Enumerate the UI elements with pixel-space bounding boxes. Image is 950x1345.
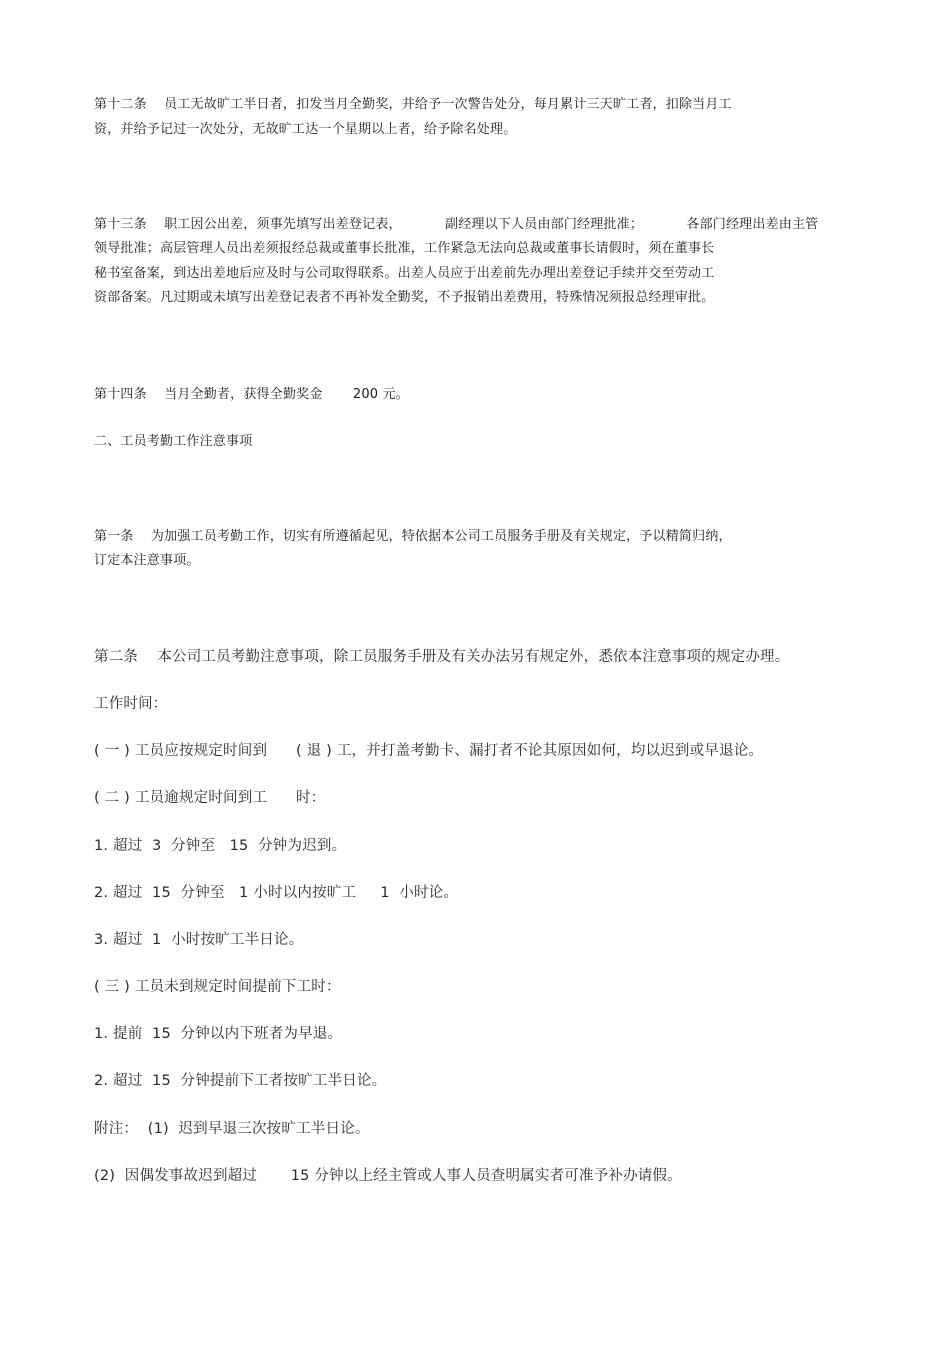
article-12-line-2: 资，并给予记过一次处分，无故旷工达一个星期以上者，给予除名处理。 (94, 122, 517, 137)
article-14: 第十四条 当月全勤者，获得全勤奖金 200 元。 (94, 387, 410, 402)
clause-2: ( 二 ) 工员逾规定时间到工 时： (94, 790, 326, 806)
clause-2-item-2: 2. 超过 15 分钟至 1 小时以内按旷工 1 小时论。 (94, 885, 459, 901)
note-1: 附注： (1) 迟到早退三次按旷工半日论。 (94, 1121, 370, 1137)
article-13-line-3: 秘书室备案，到达出差地后应及时与公司取得联系。出差人员应于出差前先办理出差登记手续并交至劳动工 (94, 266, 715, 281)
article-12-line-1: 第十二条 员工无故旷工半日者，扣发当月全勤奖，并给予一次警告处分，每月累计三天旷工者，扣除当月工 (94, 97, 732, 112)
clause-1: ( 一 ) 工员应按规定时间到 ( 退 ) 工，并打盖考勤卡、漏打者不论其原因如何，均以迟到或早退论。 (94, 743, 764, 759)
clause-2-item-3: 3. 超过 1 小时按旷工半日论。 (94, 932, 304, 948)
note-2: (2) 因偶发事故迟到超过 15 分钟以上经主管或人事人员查明属实者可准予补办请假。 (94, 1168, 682, 1184)
item-1-line-2: 订定本注意事项。 (94, 553, 200, 568)
section-2-heading: 二、工员考勤工作注意事项 (94, 434, 253, 449)
work-time-label: 工作时间： (94, 696, 168, 712)
article-13-line-1: 第十三条 职工因公出差，须事先填写出差登记表， 副经理以下人员由部门经理批准； 各部门经理出差由主管 (94, 217, 819, 232)
clause-3-item-2: 2. 超过 15 分钟提前下工者按旷工半日论。 (94, 1073, 387, 1089)
article-13-line-4: 资部备案。凡过期或未填写出差登记表者不再补发全勤奖，不予报销出差费用，特殊情况须报总经理审批。 (94, 290, 715, 305)
clause-3-item-1: 1. 提前 15 分钟以内下班者为早退。 (94, 1026, 343, 1042)
item-2: 第二条 本公司工员考勤注意事项，除工员服务手册及有关办法另有规定外，悉依本注意事项的规定办理。 (94, 649, 790, 665)
clause-3: ( 三 ) 工员未到规定时间提前下工时： (94, 979, 341, 995)
clause-2-item-1: 1. 超过 3 分钟至 15 分钟为迟到。 (94, 838, 347, 854)
item-1-line-1: 第一条 为加强工员考勤工作，切实有所遵循起见，特依据本公司工员服务手册及有关规定，予以精简归纳， (94, 529, 732, 544)
article-13-line-2: 领导批准；高层管理人员出差须报经总裁或董事长批准，工作紧急无法向总裁或董事长请假时，须在董事长 (94, 241, 715, 256)
